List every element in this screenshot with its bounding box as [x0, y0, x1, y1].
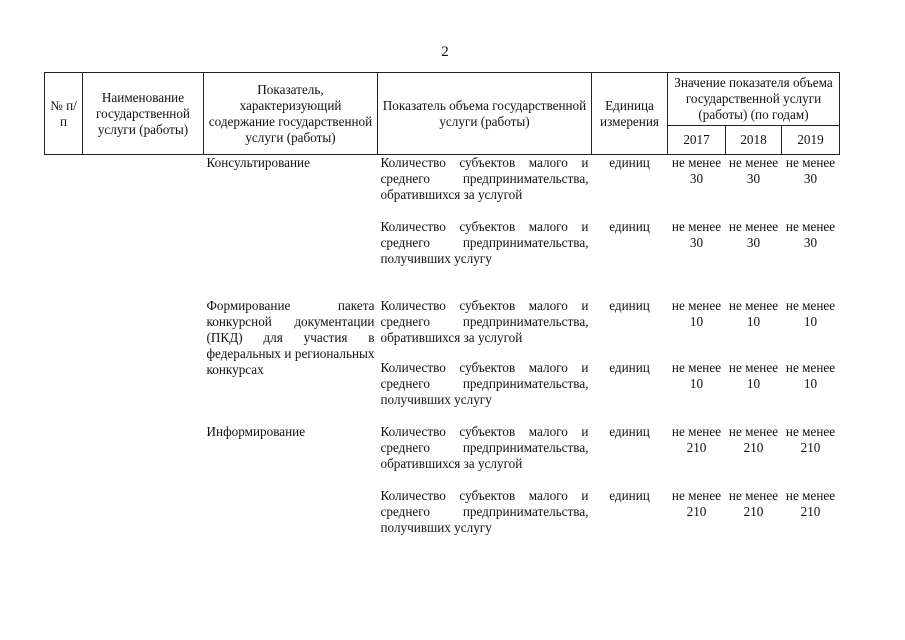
table-row: [45, 472, 840, 536]
cell-num: [45, 203, 83, 283]
cell-value-2017: не менее 10: [671, 360, 722, 391]
cell-value-2018: не менее 10: [728, 360, 779, 391]
cell-value-2018: не менее 30: [728, 219, 779, 250]
table-row: [45, 346, 840, 408]
header-service-name: Наименование государственной услуги (работы): [83, 73, 204, 155]
cell-value-2019: не менее 210: [785, 424, 836, 455]
cell-num: [45, 408, 83, 472]
cell-num: [45, 155, 83, 204]
cell-value-2018: не менее 210: [728, 488, 779, 519]
table-row: [45, 155, 840, 204]
header-year-2019: 2019: [782, 126, 840, 155]
cell-service-name: [83, 203, 204, 283]
cell-value-2018: не менее 210: [728, 424, 779, 455]
table-body: [45, 155, 840, 537]
cell-value-2017: не менее 30: [671, 219, 722, 250]
cell-value-2017: не менее 10: [671, 298, 722, 329]
cell-indicator: Количество субъектов малого и среднего предпринимательства, обратившихся за услугой: [380, 424, 589, 471]
cell-unit: единиц: [609, 155, 650, 170]
header-value-group: Значение показателя объема государственной услуги (работы) (по годам): [668, 73, 840, 126]
header-content-indicator: Показатель, характеризующий содержание государственной услуги (работы): [204, 73, 378, 155]
header-year-2017: 2017: [668, 126, 726, 155]
header-num: № п/п: [45, 73, 83, 155]
cell-unit: единиц: [609, 219, 650, 234]
cell-content: Консультирование: [206, 155, 310, 170]
cell-unit: единиц: [609, 360, 650, 375]
cell-value-2017: не менее 30: [671, 155, 722, 186]
cell-num: [45, 283, 83, 346]
cell-indicator: Количество субъектов малого и среднего предпринимательства, обратившихся за услугой: [380, 298, 589, 345]
cell-value-2018: не менее 30: [728, 155, 779, 186]
cell-num: [45, 472, 83, 536]
cell-service-name: [83, 408, 204, 472]
cell-service-name: [83, 283, 204, 346]
cell-unit: единиц: [609, 488, 650, 503]
cell-service-name: [83, 155, 204, 204]
cell-value-2017: не менее 210: [671, 488, 722, 519]
cell-value-2019: не менее 30: [785, 155, 836, 186]
cell-indicator: Количество субъектов малого и среднего предпринимательства, обратившихся за услугой: [380, 155, 589, 202]
cell-indicator: Количество субъектов малого и среднего предпринимательства, получивших услугу: [380, 219, 589, 266]
cell-value-2019: не менее 10: [785, 298, 836, 329]
cell-num: [45, 346, 83, 408]
cell-service-name: [83, 472, 204, 536]
cell-value-2019: не менее 10: [785, 360, 836, 391]
header-volume-indicator: Показатель объема государственной услуги (работы): [378, 73, 592, 155]
cell-unit: единиц: [609, 298, 650, 313]
cell-value-2018: не менее 10: [728, 298, 779, 329]
services-table: [44, 72, 840, 536]
cell-indicator: Количество субъектов малого и среднего предпринимательства, получивших услугу: [380, 360, 589, 407]
table-row: [45, 203, 840, 283]
cell-value-2017: не менее 210: [671, 424, 722, 455]
cell-unit: единиц: [609, 424, 650, 439]
header-unit: Единица измерения: [592, 73, 668, 155]
cell-value-2019: не менее 210: [785, 488, 836, 519]
table-row: [45, 283, 840, 346]
cell-indicator: Количество субъектов малого и среднего предпринимательства, получивших услугу: [380, 488, 589, 535]
cell-service-name: [83, 346, 204, 408]
table-header: [45, 73, 840, 155]
header-year-2018: 2018: [726, 126, 782, 155]
table-row: [45, 408, 840, 472]
cell-content: Формирование пакета конкурсной документации (ПКД) для участия в федеральных и региональных конкурсах: [206, 298, 375, 377]
cell-value-2019: не менее 30: [785, 219, 836, 250]
page-number: 2: [441, 44, 449, 60]
cell-content: Информирование: [206, 424, 306, 439]
